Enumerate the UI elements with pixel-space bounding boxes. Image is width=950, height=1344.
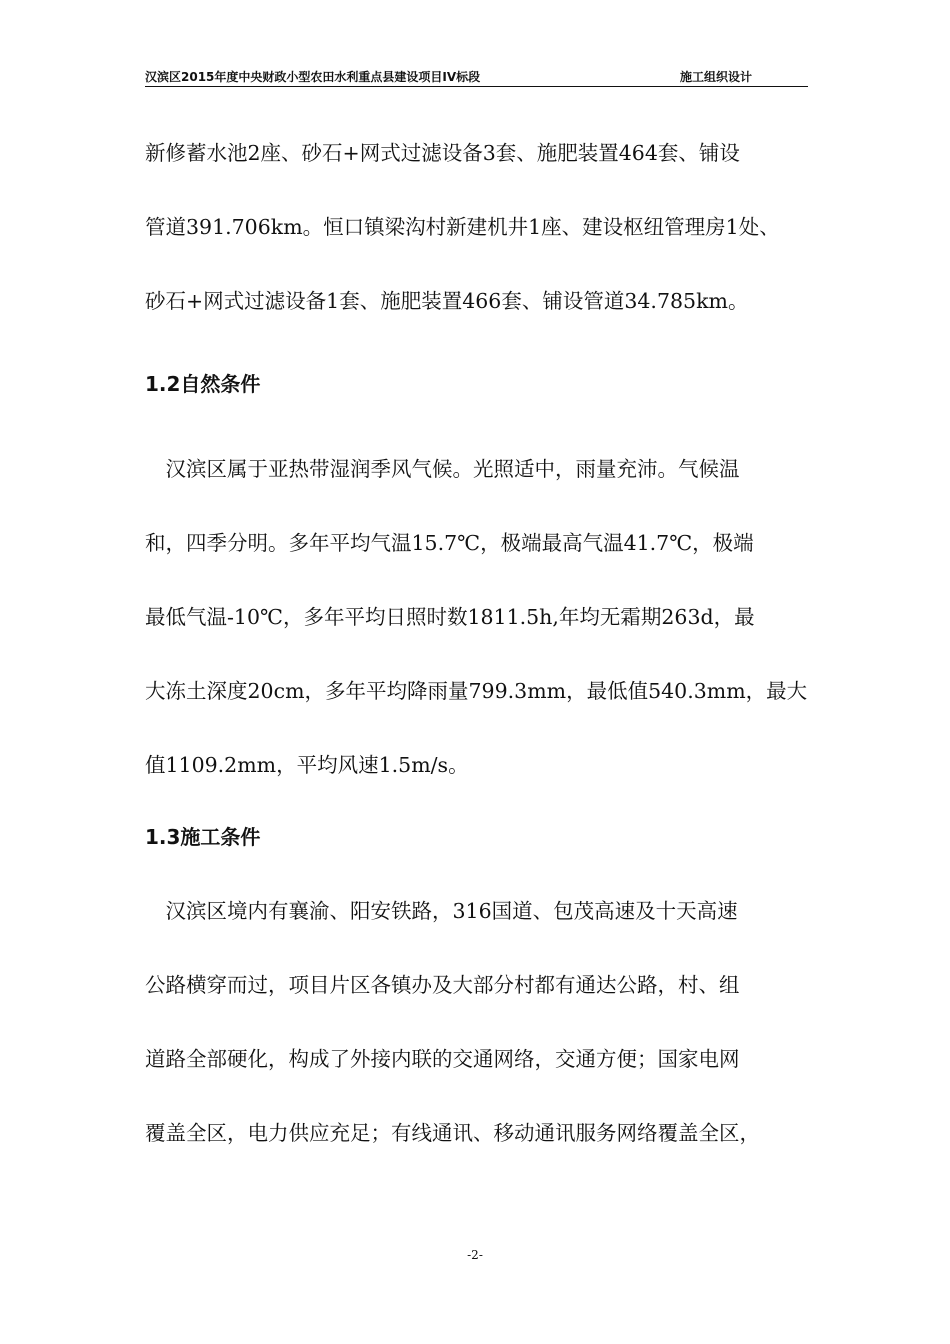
paragraph-line: 砂石+网式过滤设备1套、施肥装置466套、铺设管道34.785km。 <box>145 289 749 313</box>
paragraph-line: 和，四季分明。多年平均气温15.7℃，极端最高气温41.7℃，极端 <box>145 531 754 555</box>
header-document-type: 施工组织设计 <box>680 70 753 84</box>
paragraph-line: 管道391.706km。恒口镇梁沟村新建机井1座、建设枢纽管理房1处、 <box>145 215 780 239</box>
paragraph-line: 值1109.2mm，平均风速1.5m/s。 <box>145 753 469 777</box>
section-heading-construction-conditions: 1.3施工条件 <box>145 825 261 849</box>
page-number: -2- <box>467 1248 483 1262</box>
paragraph-line: 覆盖全区，电力供应充足；有线通讯、移动通讯服务网络覆盖全区， <box>145 1121 760 1145</box>
paragraph-line: 道路全部硬化，构成了外接内联的交通网络，交通方便；国家电网 <box>145 1047 740 1071</box>
paragraph-line: 新修蓄水池2座、砂石+网式过滤设备3套、施肥装置464套、铺设 <box>145 141 740 165</box>
page-header <box>145 66 808 87</box>
paragraph-line: 最低气温-10℃，多年平均日照时数1811.5h,年均无霜期263d，最 <box>145 605 755 629</box>
paragraph-line: 大冻土深度20cm，多年平均降雨量799.3mm，最低值540.3mm，最大 <box>145 679 808 703</box>
paragraph-line: 汉滨区属于亚热带湿润季风气候。光照适中，雨量充沛。气候温 <box>145 457 740 481</box>
section-heading-natural-conditions: 1.2自然条件 <box>145 372 261 396</box>
header-project-title: 汉滨区2015年度中央财政小型农田水利重点县建设项目IV标段 <box>145 70 481 84</box>
paragraph-line: 汉滨区境内有襄渝、阳安铁路，316国道、包茂高速及十天高速 <box>145 899 738 923</box>
paragraph-line: 公路横穿而过，项目片区各镇办及大部分村都有通达公路，村、组 <box>145 973 740 997</box>
